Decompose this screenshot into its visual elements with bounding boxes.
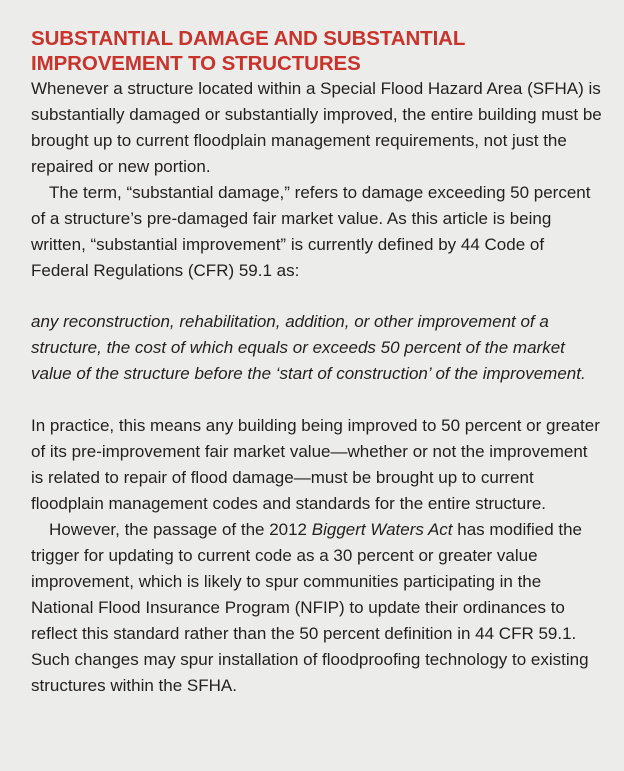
paragraph-intro: Whenever a structure located within a Special Flood Hazard Area (SFHA) is substantially damaged or substantially improved, the entire building must be brought up to current floodplain management requirements, not just the repaired or new portion. <box>31 79 602 176</box>
paragraph-biggert-waters-start: However, the passage of the 2012 <box>49 520 312 539</box>
sidebar-heading: SUBSTANTIAL DAMAGE AND SUBSTANTIAL IMPROVEMENT TO STRUCTURES <box>31 27 465 75</box>
act-name: Biggert Waters Act <box>311 520 453 539</box>
cfr-quote: any reconstruction, rehabilitation, addition, or other improvement of a structure, the cost of which equals or exceeds 50 percent of the market value of the structure before the ‘start of construction’ of the improvement. <box>31 312 586 383</box>
paragraph-biggert-waters <box>31 517 604 699</box>
paragraph-biggert-waters-end: has modified the trigger for updating to current code as a 30 percent or greater value improvement, which is likely to spur communities participating in the National Flood Insurance Program (NFIP) to update their ordinances to reflect this standard rather than the 50 percent definition in 44 CFR 59.1. Such changes may spur installation of floodproofing technology to existing structures within the SFHA. <box>31 520 589 695</box>
paragraph-practice: In practice, this means any building being improved to 50 percent or greater of its pre-improvement fair market value—whether or not the improvement is related to repair of flood damage—must be brought up to current floodplain management codes and standards for the entire structure. <box>31 416 600 513</box>
paragraph-definition: The term, “substantial damage,” refers to damage exceeding 50 percent of a structure’s pre-damaged fair market value. As this article is being written, “substantial improvement” is currently defined by 44 Code of Federal Regulations (CFR) 59.1 as: <box>31 183 591 280</box>
